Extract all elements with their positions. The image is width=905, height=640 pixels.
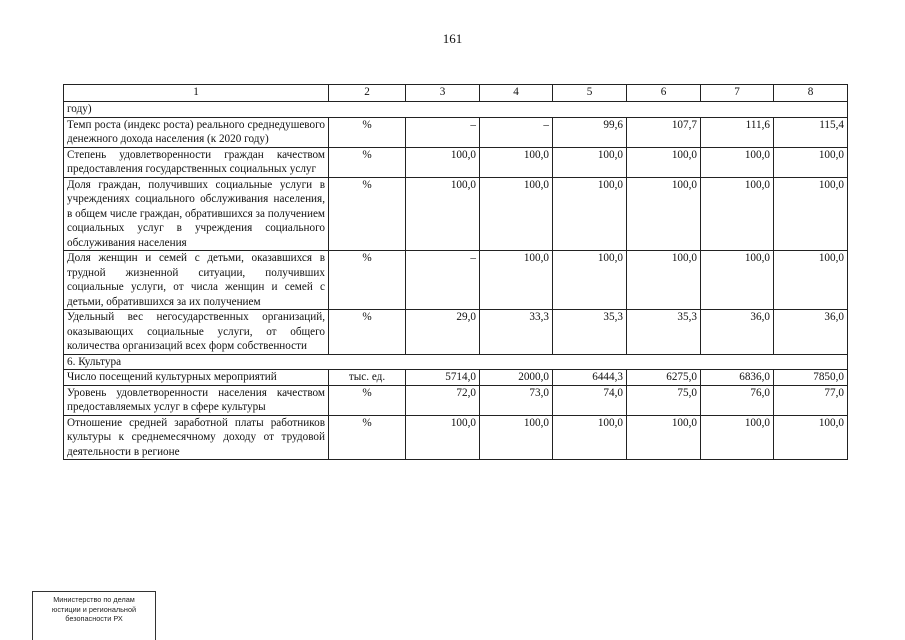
value-cell: 73,0 — [480, 385, 553, 415]
value-cell: 100,0 — [406, 415, 480, 460]
page-number: 161 — [442, 31, 463, 46]
value-cell: 100,0 — [553, 177, 627, 251]
header-row — [64, 85, 848, 102]
table-row — [64, 370, 848, 386]
value-cell: 100,0 — [627, 251, 701, 310]
table-row — [64, 385, 848, 415]
indicator-name: Уровень удовлетворенности населения качеством предоставляемых услуг в сфере культуры — [64, 385, 329, 415]
value-cell: 7850,0 — [774, 370, 848, 386]
value-cell: 6444,3 — [553, 370, 627, 386]
indicator-name: Удельный вес негосударственных организаций, оказывающих социальные услуги, от общего количества организаций всех форм собственности — [64, 310, 329, 355]
unit-cell: % — [329, 177, 406, 251]
unit-cell: % — [329, 385, 406, 415]
section-title: 6. Культура — [64, 354, 848, 370]
stamp-line: Министерство по делам — [53, 595, 135, 604]
value-cell: 100,0 — [701, 415, 774, 460]
value-cell: 100,0 — [701, 177, 774, 251]
value-cell: 100,0 — [480, 415, 553, 460]
unit-cell: % — [329, 310, 406, 355]
value-cell: 107,7 — [627, 117, 701, 147]
header-cell: 3 — [406, 85, 480, 102]
unit-cell: % — [329, 117, 406, 147]
value-cell: 100,0 — [553, 415, 627, 460]
value-cell: 76,0 — [701, 385, 774, 415]
value-cell: 100,0 — [480, 177, 553, 251]
value-cell: – — [406, 117, 480, 147]
value-cell: 100,0 — [553, 251, 627, 310]
value-cell: 100,0 — [774, 177, 848, 251]
value-cell: 2000,0 — [480, 370, 553, 386]
value-cell: 100,0 — [627, 415, 701, 460]
indicators-table — [63, 84, 848, 460]
value-cell: 77,0 — [774, 385, 848, 415]
value-cell: 115,4 — [774, 117, 848, 147]
stamp-line: безопасности РХ — [65, 614, 123, 623]
value-cell: 99,6 — [553, 117, 627, 147]
value-cell: 100,0 — [480, 147, 553, 177]
value-cell: 100,0 — [774, 147, 848, 177]
value-cell: 100,0 — [480, 251, 553, 310]
value-cell: 35,3 — [627, 310, 701, 355]
value-cell: 5714,0 — [406, 370, 480, 386]
value-cell: 111,6 — [701, 117, 774, 147]
value-cell: 100,0 — [774, 415, 848, 460]
header-cell: 6 — [627, 85, 701, 102]
unit-cell: тыс. ед. — [329, 370, 406, 386]
value-cell: – — [480, 117, 553, 147]
value-cell: 29,0 — [406, 310, 480, 355]
header-cell: 8 — [774, 85, 848, 102]
table-row — [64, 310, 848, 355]
unit-cell: % — [329, 251, 406, 310]
table-row — [64, 177, 848, 251]
value-cell: 33,3 — [480, 310, 553, 355]
table-row — [64, 415, 848, 460]
value-cell: 100,0 — [627, 147, 701, 177]
indicator-name: Темп роста (индекс роста) реального среднедушевого денежного дохода населения (к 2020 году) — [64, 117, 329, 147]
table-body — [64, 85, 848, 460]
registration-stamp — [32, 591, 156, 640]
header-cell: 7 — [701, 85, 774, 102]
header-cell: 4 — [480, 85, 553, 102]
value-cell: 35,3 — [553, 310, 627, 355]
indicator-name: Отношение средней заработной платы работников культуры к среднемесячному доходу от трудовой деятельности в регионе — [64, 415, 329, 460]
stamp-line: юстиции и региональной — [51, 604, 137, 614]
value-cell: 72,0 — [406, 385, 480, 415]
value-cell: – — [406, 251, 480, 310]
header-cell: 5 — [553, 85, 627, 102]
value-cell: 100,0 — [701, 147, 774, 177]
indicator-name: Доля граждан, получивших социальные услуги в учреждениях социального обслуживания населения, в общем числе граждан, обратившихся за получением социальных услуг в учреждения социального обслуживания населения — [64, 177, 329, 251]
table-row — [64, 251, 848, 310]
value-cell: 100,0 — [774, 251, 848, 310]
unit-cell: % — [329, 147, 406, 177]
value-cell: 100,0 — [627, 177, 701, 251]
value-cell: 100,0 — [406, 147, 480, 177]
section-title: году) — [64, 102, 848, 118]
table-row — [64, 117, 848, 147]
indicator-name: Доля женщин и семей с детьми, оказавшихся в трудной жизненной ситуации, получивших социальные услуги, от числа женщин и семей с детьми, обратившихся за их получением — [64, 251, 329, 310]
indicator-name: Степень удовлетворенности граждан качеством предоставления государственных социальных услуг — [64, 147, 329, 177]
table-row — [64, 147, 848, 177]
header-cell: 2 — [329, 85, 406, 102]
value-cell: 36,0 — [774, 310, 848, 355]
section-row — [64, 354, 848, 370]
header-cell: 1 — [64, 85, 329, 102]
value-cell: 74,0 — [553, 385, 627, 415]
unit-cell: % — [329, 415, 406, 460]
value-cell: 100,0 — [553, 147, 627, 177]
section-row — [64, 102, 848, 118]
value-cell: 75,0 — [627, 385, 701, 415]
value-cell: 100,0 — [701, 251, 774, 310]
value-cell: 6275,0 — [627, 370, 701, 386]
value-cell: 6836,0 — [701, 370, 774, 386]
indicator-name: Число посещений культурных мероприятий — [64, 370, 329, 386]
value-cell: 36,0 — [701, 310, 774, 355]
value-cell: 100,0 — [406, 177, 480, 251]
